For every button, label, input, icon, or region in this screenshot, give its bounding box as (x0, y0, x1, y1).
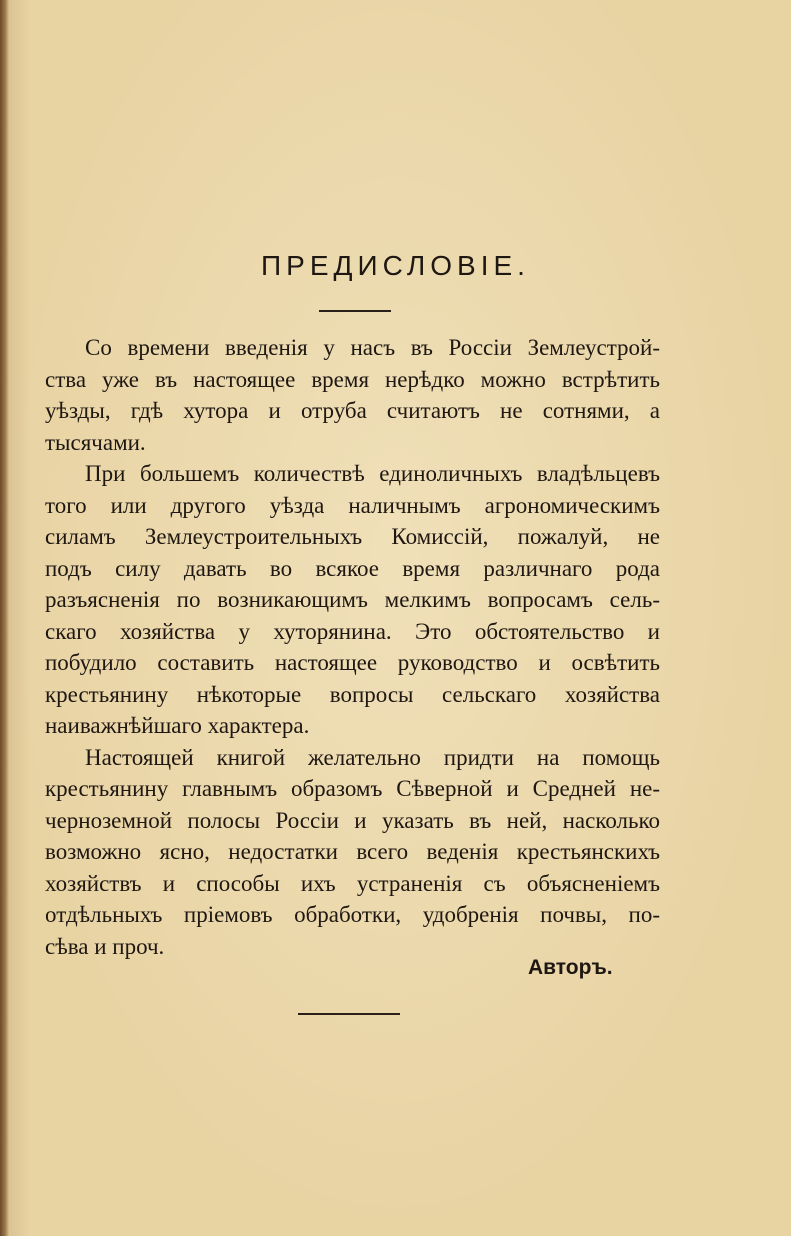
text-line: скаго хозяйства у хуторянина. Это обстоятельство и (45, 618, 660, 644)
page-title: ПРЕДИСЛОВІЕ. (261, 250, 530, 281)
text-line: Со времени введенія у насъ въ Россіи Землеустрой- (85, 335, 660, 360)
text-line: наиважнѣйшаго характера. (45, 713, 310, 738)
text-line: подъ силу давать во всякое время различнаго рода (45, 555, 660, 581)
text-line: возможно ясно, недостатки всего веденія крестьянскихъ (45, 839, 660, 864)
text-line: черноземной полосы Россіи и указать въ ней, насколько (45, 807, 660, 833)
title-underline-rule (319, 310, 391, 312)
text-line: сѣва и проч. (45, 933, 165, 959)
text-line: ства уже въ настоящее время нерѣдко можно встрѣтить (45, 366, 660, 392)
text-line: При большемъ количествѣ единоличныхъ владѣльцевъ (85, 461, 660, 486)
text-line: силамъ Землеустроительныхъ Комиссій, пожалуй, не (45, 524, 660, 549)
text-line: побудило составить настоящее руководство и освѣтить (45, 650, 660, 675)
text-line: того или другого уѣзда наличнымъ агрономическимъ (45, 492, 660, 518)
text-line: тысячами. (45, 429, 146, 455)
text-line: отдѣльныхъ пріемовъ обработки, удобренія почвы, по- (45, 902, 660, 927)
text-line: крестьянину нѣкоторые вопросы сельскаго хозяйства (45, 681, 660, 707)
preface-text (45, 332, 660, 962)
text-line: уѣзды, гдѣ хутора и отруба считаютъ не сотнями, а (45, 398, 660, 423)
author-signature: Авторъ. (528, 956, 613, 979)
text-line: Настоящей книгой желательно придти на помощь (85, 744, 660, 770)
book-spine-edge (0, 0, 9, 1236)
text-line: хозяйствъ и способы ихъ устраненія съ объясненіемъ (45, 870, 660, 896)
closing-rule (298, 1013, 400, 1015)
text-line: разъясненія по возникающимъ мелкимъ вопросамъ сель- (45, 587, 660, 612)
text-line: крестьянину главнымъ образомъ Сѣверной и Средней не- (45, 776, 660, 801)
